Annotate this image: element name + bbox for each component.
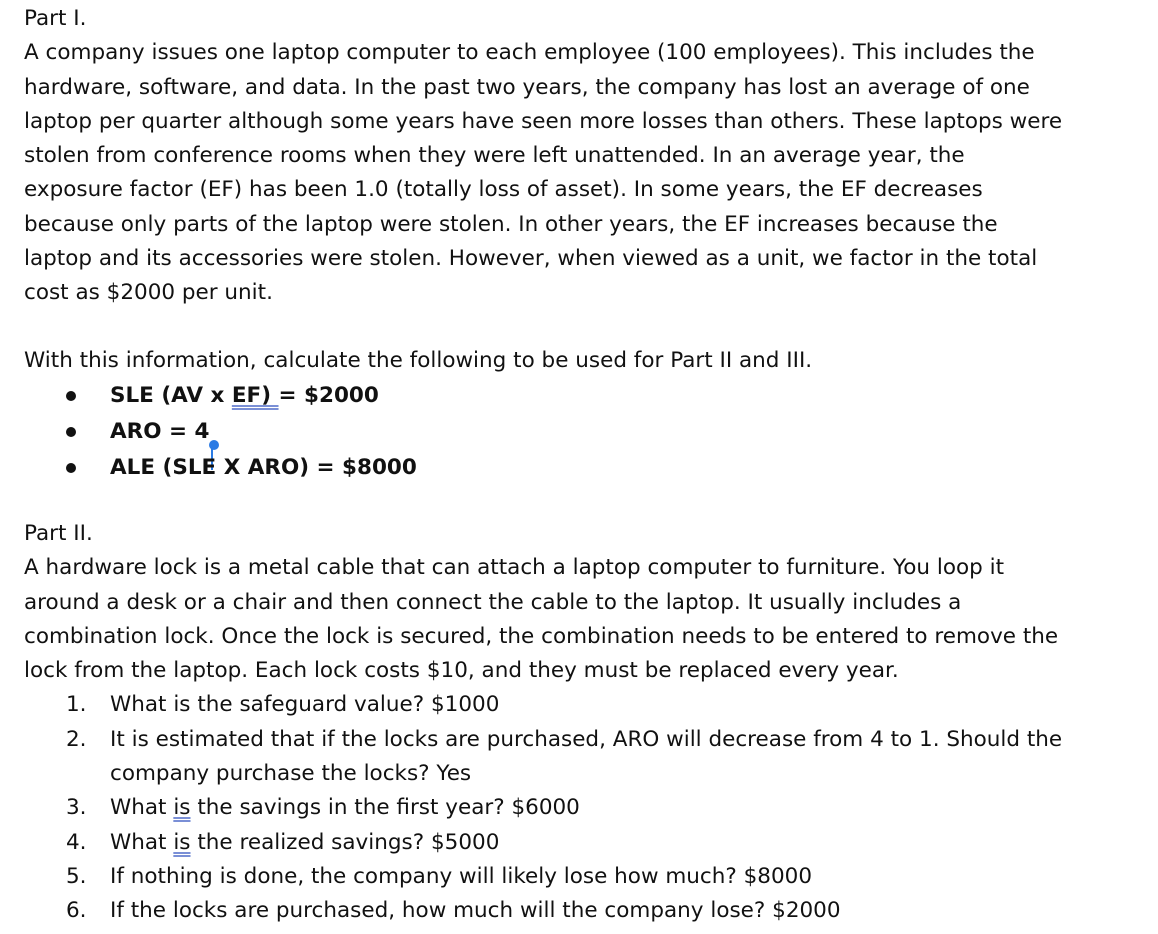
paragraph-line: A company issues one laptop computer to each employee (100 employees). This includes the — [24, 40, 1035, 66]
question-item[interactable] — [24, 826, 1154, 860]
question-item[interactable] — [24, 723, 1154, 792]
question-number: 5. — [66, 863, 87, 889]
question-text-post: the savings in the first year? $6000 — [190, 795, 580, 821]
question-number: 1. — [66, 692, 87, 718]
calc-intro: With this information, calculate the following to be used for Part II and III. — [24, 347, 813, 373]
question-text: It is estimated that if the locks are purchased, ARO will decrease from 4 to 1. Should the — [110, 726, 1063, 752]
question-item[interactable] — [24, 894, 1154, 928]
paragraph-line: combination lock. Once the lock is secured, the combination needs to be entered to remove the — [24, 623, 1059, 649]
question-text: If nothing is done, the company will likely lose how much? $8000 — [110, 863, 813, 889]
question-item[interactable] — [24, 688, 1154, 722]
paragraph-line: around a desk or a chair and then connect the cable to the laptop. It usually includes a — [24, 589, 962, 615]
aro-text: ARO = 4 — [110, 418, 210, 444]
sle-prefix: SLE (AV x — [110, 382, 232, 408]
aro-item[interactable] — [24, 414, 1154, 450]
cursor-handle[interactable] — [209, 440, 219, 450]
question-number: 4. — [66, 829, 87, 855]
ale-text: ALE (SLE X ARO) = $8000 — [110, 454, 417, 480]
paragraph-line: lock from the laptop. Each lock costs $10, and they must be replaced every year. — [24, 658, 899, 684]
bullet-dot — [66, 391, 76, 401]
sle-ef: EF) — [231, 382, 279, 408]
question-text-cont: company purchase the locks? Yes — [110, 761, 472, 787]
document-page — [24, 2, 1154, 929]
question-text: If the locks are purchased, how much will the company lose? $2000 — [110, 898, 841, 924]
sle-item[interactable] — [24, 378, 1154, 414]
paragraph-line: because only parts of the laptop were stolen. In other years, the EF increases because the — [24, 211, 998, 237]
paragraph-line: cost as $2000 per unit. — [24, 280, 273, 306]
sle-value: = $2000 — [278, 382, 379, 408]
question-item[interactable] — [24, 791, 1154, 825]
part1-heading: Part I. — [24, 6, 87, 31]
question-item[interactable] — [24, 860, 1154, 894]
grammar-flag[interactable]: is — [173, 829, 191, 855]
calc-list — [24, 378, 1154, 486]
question-number: 2. — [66, 726, 87, 752]
bullet-dot — [66, 463, 76, 473]
part1-paragraph — [24, 36, 1154, 310]
paragraph-line: exposure factor (EF) has been 1.0 (totally loss of asset). In some years, the EF decreases — [24, 177, 983, 203]
ale-item[interactable] — [24, 450, 1154, 486]
questions-list — [24, 688, 1154, 928]
paragraph-line: hardware, software, and data. In the past two years, the company has lost an average of one — [24, 74, 1030, 100]
paragraph-line: stolen from conference rooms when they were left unattended. In an average year, the — [24, 143, 965, 169]
bullet-dot — [66, 427, 76, 437]
spacer — [24, 311, 1154, 344]
part2-heading: Part II. — [24, 520, 93, 546]
grammar-flag[interactable]: is — [173, 795, 191, 821]
question-text: What is the safeguard value? $1000 — [110, 692, 500, 718]
question-number: 3. — [66, 795, 87, 821]
question-text-pre: What — [110, 795, 174, 821]
question-number: 6. — [66, 898, 87, 924]
paragraph-line: laptop and its accessories were stolen. However, when viewed as a unit, we factor in the total — [24, 246, 1038, 272]
paragraph-line: A hardware lock is a metal cable that can attach a laptop computer to furniture. You loop it — [24, 555, 1005, 581]
paragraph-line: laptop per quarter although some years have seen more losses than others. These laptops were — [24, 108, 1063, 134]
question-text-post: the realized savings? $5000 — [190, 829, 500, 855]
spacer — [24, 486, 1154, 517]
question-text-pre: What — [110, 829, 174, 855]
part2-paragraph — [24, 551, 1154, 688]
